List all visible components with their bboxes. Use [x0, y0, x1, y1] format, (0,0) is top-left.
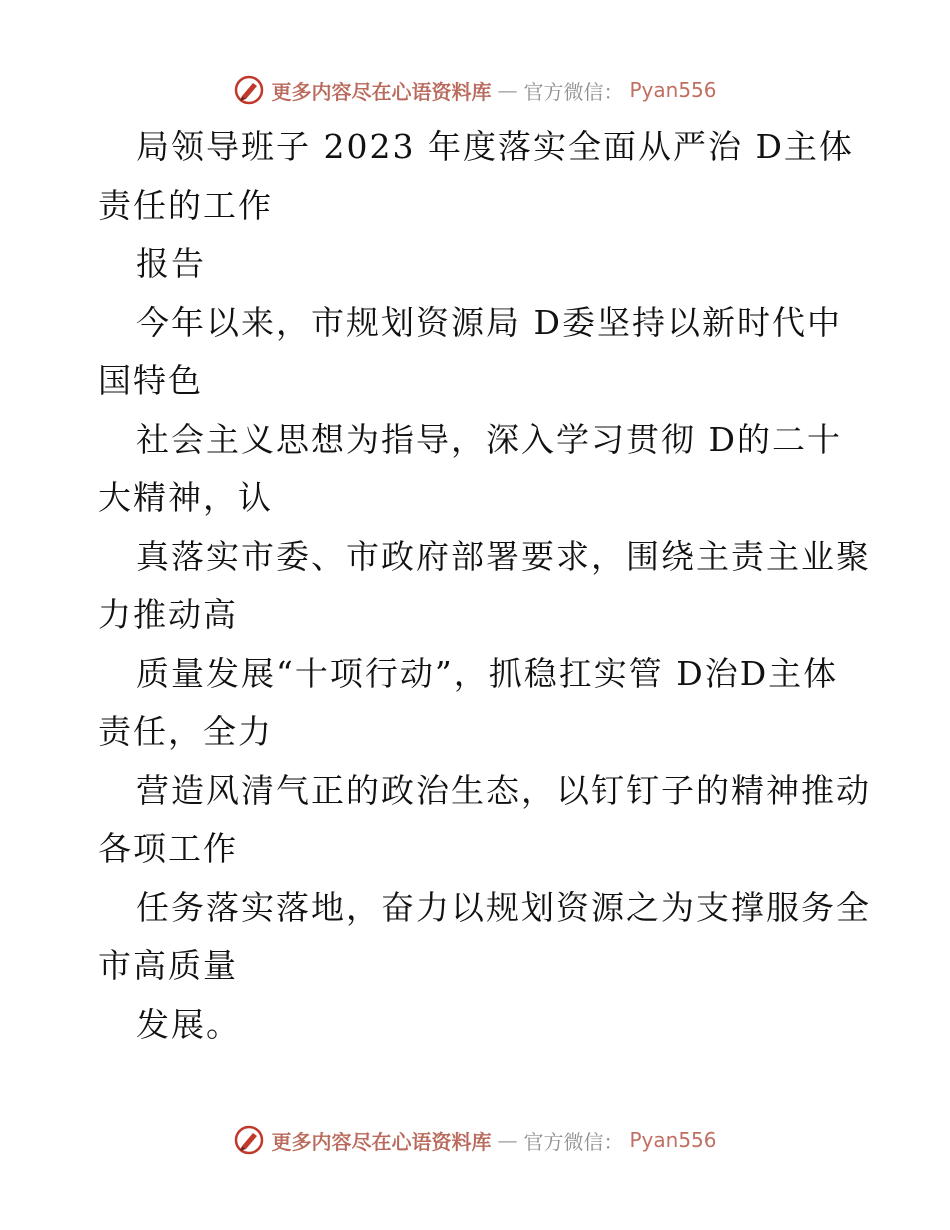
pen-circle-logo-icon	[233, 1124, 265, 1156]
footer-watermark	[0, 1124, 950, 1156]
text-line: 真落实市委、市政府部署要求，围绕主责主业聚	[136, 536, 871, 576]
watermark-id: Pyan556	[629, 78, 717, 102]
text-line: 大精神，认	[98, 478, 273, 517]
text-line: 各项工作	[98, 829, 238, 868]
watermark-separator: —	[497, 1128, 518, 1152]
text-line: 报告	[136, 244, 206, 283]
text-line: 今年以来，市规划资源局 D委坚持以新时代中	[136, 302, 842, 342]
text-line: 市高质量	[98, 946, 238, 985]
header-watermark	[0, 74, 950, 106]
text-line: 局领导班子 2023 年度落实全面从严治 D主体	[136, 127, 854, 166]
text-line: 力推动高	[98, 595, 238, 634]
text-line: 发展。	[136, 1004, 241, 1044]
text-line: 社会主义思想为指导，深入学习贯彻 D的二十	[136, 419, 842, 459]
text-line: 国特色	[98, 361, 203, 400]
text-line: 营造风清气正的政治生态，以钉钉子的精神推动	[136, 770, 871, 810]
watermark-label: 官方微信：	[523, 79, 624, 104]
watermark-id: Pyan556	[629, 1128, 717, 1152]
watermark-label: 官方微信：	[523, 1129, 624, 1154]
text-line: 任务落实落地，奋力以规划资源之为支撑服务全	[136, 887, 871, 927]
pen-circle-logo-icon	[233, 74, 265, 106]
watermark-separator: —	[497, 78, 518, 102]
watermark-brand: 更多内容尽在心语资料库	[271, 79, 492, 104]
text-line: 质量发展“十项行动”，抓稳扛实管 D治D主体	[136, 653, 839, 693]
watermark-brand: 更多内容尽在心语资料库	[271, 1129, 492, 1154]
text-line: 责任，全力	[98, 712, 273, 751]
text-line: 责任的工作	[98, 185, 273, 225]
document-body	[98, 118, 871, 1054]
